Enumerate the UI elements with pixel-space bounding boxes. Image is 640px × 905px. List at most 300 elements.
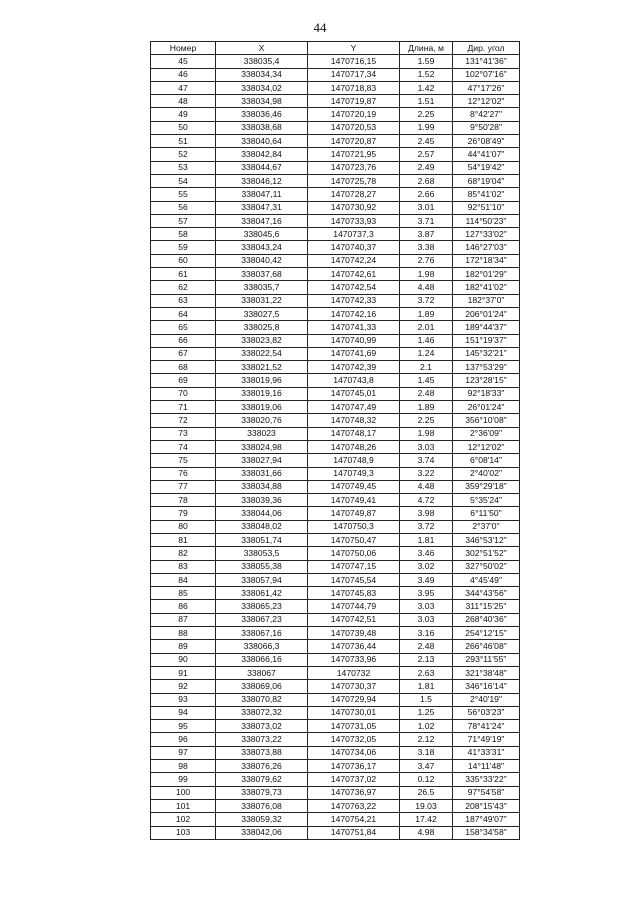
point-number-cell: 75 [151, 454, 216, 467]
point-number-cell: 46 [151, 68, 216, 81]
point-number-cell: 98 [151, 760, 216, 773]
y-coordinate-cell: 1470716,15 [308, 55, 400, 68]
y-coordinate-cell: 1470732 [308, 666, 400, 679]
x-coordinate-cell: 338045,6 [216, 228, 308, 241]
x-coordinate-cell: 338066,16 [216, 653, 308, 666]
x-coordinate-cell: 338053,5 [216, 547, 308, 560]
y-coordinate-cell: 1470750,3 [308, 520, 400, 533]
x-coordinate-cell: 338061,42 [216, 587, 308, 600]
direction-angle-cell: 2°36'09" [453, 427, 520, 440]
length-cell: 1.89 [400, 401, 453, 414]
y-coordinate-cell: 1470717,34 [308, 68, 400, 81]
length-cell: 2.13 [400, 653, 453, 666]
table-row [151, 533, 520, 546]
column-header-number: Номер [151, 42, 216, 55]
x-coordinate-cell: 338044,67 [216, 161, 308, 174]
y-coordinate-cell: 1470720,87 [308, 135, 400, 148]
y-coordinate-cell: 1470749,3 [308, 467, 400, 480]
direction-angle-cell: 346°16'14" [453, 680, 520, 693]
length-cell: 2.01 [400, 321, 453, 334]
table-row [151, 121, 520, 134]
direction-angle-cell: 12°12'02" [453, 440, 520, 453]
point-number-cell: 77 [151, 480, 216, 493]
direction-angle-cell: 4°45'49" [453, 573, 520, 586]
length-cell: 4.48 [400, 480, 453, 493]
table-row [151, 334, 520, 347]
table-row [151, 520, 520, 533]
table-row [151, 268, 520, 281]
table-row [151, 95, 520, 108]
table-row [151, 440, 520, 453]
length-cell: 17.42 [400, 813, 453, 826]
x-coordinate-cell: 338042,06 [216, 826, 308, 839]
table-row [151, 813, 520, 826]
length-cell: 2.48 [400, 640, 453, 653]
direction-angle-cell: 344°43'56" [453, 587, 520, 600]
table-row [151, 135, 520, 148]
point-number-cell: 85 [151, 587, 216, 600]
point-number-cell: 73 [151, 427, 216, 440]
x-coordinate-cell: 338020,76 [216, 414, 308, 427]
point-number-cell: 95 [151, 720, 216, 733]
point-number-cell: 102 [151, 813, 216, 826]
length-cell: 1.46 [400, 334, 453, 347]
point-number-cell: 57 [151, 214, 216, 227]
length-cell: 3.22 [400, 467, 453, 480]
direction-angle-cell: 146°27'03" [453, 241, 520, 254]
length-cell: 3.02 [400, 560, 453, 573]
length-cell: 3.72 [400, 294, 453, 307]
y-coordinate-cell: 1470747,49 [308, 401, 400, 414]
point-number-cell: 48 [151, 95, 216, 108]
y-coordinate-cell: 1470732,05 [308, 733, 400, 746]
length-cell: 4.72 [400, 494, 453, 507]
length-cell: 1.42 [400, 81, 453, 94]
direction-angle-cell: 6°11'50" [453, 507, 520, 520]
column-header-length: Длина, м [400, 42, 453, 55]
y-coordinate-cell: 1470733,96 [308, 653, 400, 666]
x-coordinate-cell: 338031,66 [216, 467, 308, 480]
direction-angle-cell: 206°01'24" [453, 307, 520, 320]
x-coordinate-cell: 338037,68 [216, 268, 308, 281]
length-cell: 3.38 [400, 241, 453, 254]
point-number-cell: 87 [151, 613, 216, 626]
table-row [151, 307, 520, 320]
length-cell: 2.48 [400, 387, 453, 400]
point-number-cell: 91 [151, 666, 216, 679]
length-cell: 2.49 [400, 161, 453, 174]
length-cell: 3.71 [400, 214, 453, 227]
length-cell: 1.81 [400, 680, 453, 693]
direction-angle-cell: 208°15'43" [453, 799, 520, 812]
table-row [151, 799, 520, 812]
length-cell: 4.98 [400, 826, 453, 839]
direction-angle-cell: 254°12'15" [453, 627, 520, 640]
length-cell: 3.03 [400, 600, 453, 613]
point-number-cell: 89 [151, 640, 216, 653]
direction-angle-cell: 102°07'16" [453, 68, 520, 81]
y-coordinate-cell: 1470747,15 [308, 560, 400, 573]
column-header-y: Y [308, 42, 400, 55]
length-cell: 3.49 [400, 573, 453, 586]
y-coordinate-cell: 1470728,27 [308, 188, 400, 201]
y-coordinate-cell: 1470737,02 [308, 773, 400, 786]
point-number-cell: 93 [151, 693, 216, 706]
y-coordinate-cell: 1470737,3 [308, 228, 400, 241]
length-cell: 2.63 [400, 666, 453, 679]
y-coordinate-cell: 1470750,47 [308, 533, 400, 546]
length-cell: 2.25 [400, 108, 453, 121]
y-coordinate-cell: 1470741,33 [308, 321, 400, 334]
direction-angle-cell: 346°53'12" [453, 533, 520, 546]
point-number-cell: 84 [151, 573, 216, 586]
direction-angle-cell: 92°51'10" [453, 201, 520, 214]
table-row [151, 680, 520, 693]
x-coordinate-cell: 338034,98 [216, 95, 308, 108]
direction-angle-cell: 158°34'58" [453, 826, 520, 839]
direction-angle-cell: 189°44'37" [453, 321, 520, 334]
x-coordinate-cell: 338076,08 [216, 799, 308, 812]
table-row [151, 786, 520, 799]
table-row [151, 214, 520, 227]
table-row [151, 746, 520, 759]
point-number-cell: 96 [151, 733, 216, 746]
direction-angle-cell: 293°11'55" [453, 653, 520, 666]
direction-angle-cell: 151°19'37" [453, 334, 520, 347]
point-number-cell: 103 [151, 826, 216, 839]
y-coordinate-cell: 1470751,84 [308, 826, 400, 839]
x-coordinate-cell: 338057,94 [216, 573, 308, 586]
length-cell: 3.47 [400, 760, 453, 773]
x-coordinate-cell: 338070,82 [216, 693, 308, 706]
direction-angle-cell: 137°53'29" [453, 361, 520, 374]
direction-angle-cell: 311°15'25" [453, 600, 520, 613]
point-number-cell: 68 [151, 361, 216, 374]
length-cell: 2.25 [400, 414, 453, 427]
point-number-cell: 51 [151, 135, 216, 148]
x-coordinate-cell: 338066,3 [216, 640, 308, 653]
point-number-cell: 53 [151, 161, 216, 174]
table-row [151, 494, 520, 507]
point-number-cell: 80 [151, 520, 216, 533]
direction-angle-cell: 6°08'14" [453, 454, 520, 467]
x-coordinate-cell: 338027,5 [216, 307, 308, 320]
point-number-cell: 72 [151, 414, 216, 427]
x-coordinate-cell: 338021,52 [216, 361, 308, 374]
x-coordinate-cell: 338039,36 [216, 494, 308, 507]
x-coordinate-cell: 338031,22 [216, 294, 308, 307]
table-row [151, 600, 520, 613]
x-coordinate-cell: 338067,23 [216, 613, 308, 626]
y-coordinate-cell: 1470730,92 [308, 201, 400, 214]
y-coordinate-cell: 1470719,87 [308, 95, 400, 108]
length-cell: 3.46 [400, 547, 453, 560]
y-coordinate-cell: 1470748,32 [308, 414, 400, 427]
column-header-direction-angle: Дир. угол [453, 42, 520, 55]
table-row [151, 693, 520, 706]
column-header-x: X [216, 42, 308, 55]
y-coordinate-cell: 1470734,06 [308, 746, 400, 759]
y-coordinate-cell: 1470750,06 [308, 547, 400, 560]
table-row [151, 401, 520, 414]
length-cell: 0.12 [400, 773, 453, 786]
y-coordinate-cell: 1470748,17 [308, 427, 400, 440]
point-number-cell: 94 [151, 706, 216, 719]
y-coordinate-cell: 1470729,94 [308, 693, 400, 706]
y-coordinate-cell: 1470741,69 [308, 347, 400, 360]
x-coordinate-cell: 338059,32 [216, 813, 308, 826]
point-number-cell: 81 [151, 533, 216, 546]
x-coordinate-cell: 338038,68 [216, 121, 308, 134]
point-number-cell: 92 [151, 680, 216, 693]
point-number-cell: 83 [151, 560, 216, 573]
table-row [151, 347, 520, 360]
table-row [151, 174, 520, 187]
table-row [151, 560, 520, 573]
table-body [151, 55, 520, 840]
length-cell: 1.51 [400, 95, 453, 108]
coordinates-table [150, 41, 520, 840]
x-coordinate-cell: 338073,88 [216, 746, 308, 759]
x-coordinate-cell: 338046,12 [216, 174, 308, 187]
direction-angle-cell: 356°10'08" [453, 414, 520, 427]
point-number-cell: 100 [151, 786, 216, 799]
point-number-cell: 54 [151, 174, 216, 187]
x-coordinate-cell: 338069,06 [216, 680, 308, 693]
length-cell: 1.81 [400, 533, 453, 546]
x-coordinate-cell: 338022,54 [216, 347, 308, 360]
table-row [151, 480, 520, 493]
table-row [151, 666, 520, 679]
length-cell: 1.89 [400, 307, 453, 320]
point-number-cell: 47 [151, 81, 216, 94]
point-number-cell: 65 [151, 321, 216, 334]
table-row [151, 653, 520, 666]
table-row [151, 773, 520, 786]
length-cell: 3.72 [400, 520, 453, 533]
table-row [151, 201, 520, 214]
point-number-cell: 56 [151, 201, 216, 214]
point-number-cell: 97 [151, 746, 216, 759]
table-row [151, 640, 520, 653]
x-coordinate-cell: 338042,84 [216, 148, 308, 161]
direction-angle-cell: 2°37'0" [453, 520, 520, 533]
length-cell: 19.03 [400, 799, 453, 812]
table-row [151, 254, 520, 267]
y-coordinate-cell: 1470745,83 [308, 587, 400, 600]
point-number-cell: 78 [151, 494, 216, 507]
table-row [151, 294, 520, 307]
direction-angle-cell: 187°49'07" [453, 813, 520, 826]
y-coordinate-cell: 1470742,54 [308, 281, 400, 294]
direction-angle-cell: 2°40'19" [453, 693, 520, 706]
x-coordinate-cell: 338043,24 [216, 241, 308, 254]
x-coordinate-cell: 338034,34 [216, 68, 308, 81]
y-coordinate-cell: 1470743,8 [308, 374, 400, 387]
point-number-cell: 82 [151, 547, 216, 560]
y-coordinate-cell: 1470730,01 [308, 706, 400, 719]
y-coordinate-cell: 1470745,01 [308, 387, 400, 400]
length-cell: 1.24 [400, 347, 453, 360]
direction-angle-cell: 54°19'42" [453, 161, 520, 174]
x-coordinate-cell: 338044,06 [216, 507, 308, 520]
y-coordinate-cell: 1470742,51 [308, 613, 400, 626]
table-row [151, 414, 520, 427]
point-number-cell: 67 [151, 347, 216, 360]
point-number-cell: 74 [151, 440, 216, 453]
table-row [151, 826, 520, 839]
direction-angle-cell: 127°33'02" [453, 228, 520, 241]
point-number-cell: 63 [151, 294, 216, 307]
table-row [151, 706, 520, 719]
direction-angle-cell: 321°38'48" [453, 666, 520, 679]
length-cell: 2.57 [400, 148, 453, 161]
length-cell: 3.98 [400, 507, 453, 520]
y-coordinate-cell: 1470748,9 [308, 454, 400, 467]
length-cell: 2.12 [400, 733, 453, 746]
table-row [151, 374, 520, 387]
y-coordinate-cell: 1470740,99 [308, 334, 400, 347]
y-coordinate-cell: 1470742,24 [308, 254, 400, 267]
point-number-cell: 58 [151, 228, 216, 241]
table-row [151, 547, 520, 560]
direction-angle-cell: 327°50'02" [453, 560, 520, 573]
direction-angle-cell: 44°41'07" [453, 148, 520, 161]
table-row [151, 387, 520, 400]
direction-angle-cell: 41°33'31" [453, 746, 520, 759]
length-cell: 1.98 [400, 268, 453, 281]
y-coordinate-cell: 1470736,44 [308, 640, 400, 653]
length-cell: 1.52 [400, 68, 453, 81]
x-coordinate-cell: 338019,16 [216, 387, 308, 400]
table-header-row [151, 42, 520, 55]
x-coordinate-cell: 338055,38 [216, 560, 308, 573]
direction-angle-cell: 182°37'0" [453, 294, 520, 307]
length-cell: 4.48 [400, 281, 453, 294]
y-coordinate-cell: 1470736,97 [308, 786, 400, 799]
direction-angle-cell: 85°41'02" [453, 188, 520, 201]
table-row [151, 733, 520, 746]
x-coordinate-cell: 338047,11 [216, 188, 308, 201]
point-number-cell: 52 [151, 148, 216, 161]
point-number-cell: 76 [151, 467, 216, 480]
direction-angle-cell: 26°08'49" [453, 135, 520, 148]
x-coordinate-cell: 338023 [216, 427, 308, 440]
direction-angle-cell: 123°28'15" [453, 374, 520, 387]
direction-angle-cell: 92°18'33" [453, 387, 520, 400]
x-coordinate-cell: 338072,32 [216, 706, 308, 719]
x-coordinate-cell: 338024,98 [216, 440, 308, 453]
direction-angle-cell: 12°12'02" [453, 95, 520, 108]
direction-angle-cell: 145°32'21" [453, 347, 520, 360]
y-coordinate-cell: 1470720,19 [308, 108, 400, 121]
point-number-cell: 88 [151, 627, 216, 640]
y-coordinate-cell: 1470731,05 [308, 720, 400, 733]
x-coordinate-cell: 338035,4 [216, 55, 308, 68]
x-coordinate-cell: 338040,64 [216, 135, 308, 148]
direction-angle-cell: 268°40'36" [453, 613, 520, 626]
length-cell: 3.03 [400, 440, 453, 453]
length-cell: 3.87 [400, 228, 453, 241]
table-row [151, 81, 520, 94]
direction-angle-cell: 68°19'04" [453, 174, 520, 187]
x-coordinate-cell: 338051,74 [216, 533, 308, 546]
table-row [151, 760, 520, 773]
direction-angle-cell: 2°40'02" [453, 467, 520, 480]
length-cell: 3.01 [400, 201, 453, 214]
length-cell: 1.02 [400, 720, 453, 733]
table-row [151, 321, 520, 334]
y-coordinate-cell: 1470749,45 [308, 480, 400, 493]
direction-angle-cell: 26°01'24" [453, 401, 520, 414]
x-coordinate-cell: 338025,8 [216, 321, 308, 334]
point-number-cell: 90 [151, 653, 216, 666]
length-cell: 1.99 [400, 121, 453, 134]
table-row [151, 587, 520, 600]
x-coordinate-cell: 338036,46 [216, 108, 308, 121]
table-row [151, 68, 520, 81]
point-number-cell: 66 [151, 334, 216, 347]
x-coordinate-cell: 338027,94 [216, 454, 308, 467]
point-number-cell: 71 [151, 401, 216, 414]
y-coordinate-cell: 1470745,54 [308, 573, 400, 586]
y-coordinate-cell: 1470742,39 [308, 361, 400, 374]
x-coordinate-cell: 338076,26 [216, 760, 308, 773]
length-cell: 26.5 [400, 786, 453, 799]
direction-angle-cell: 131°41'36" [453, 55, 520, 68]
direction-angle-cell: 14°11'48" [453, 760, 520, 773]
y-coordinate-cell: 1470749,41 [308, 494, 400, 507]
y-coordinate-cell: 1470723,76 [308, 161, 400, 174]
point-number-cell: 99 [151, 773, 216, 786]
y-coordinate-cell: 1470740,37 [308, 241, 400, 254]
table-row [151, 573, 520, 586]
y-coordinate-cell: 1470748,26 [308, 440, 400, 453]
y-coordinate-cell: 1470725,78 [308, 174, 400, 187]
y-coordinate-cell: 1470739,48 [308, 627, 400, 640]
table-row [151, 613, 520, 626]
length-cell: 2.45 [400, 135, 453, 148]
x-coordinate-cell: 338073,22 [216, 733, 308, 746]
direction-angle-cell: 97°54'58" [453, 786, 520, 799]
x-coordinate-cell: 338079,62 [216, 773, 308, 786]
y-coordinate-cell: 1470730,37 [308, 680, 400, 693]
table-row [151, 108, 520, 121]
x-coordinate-cell: 338023,82 [216, 334, 308, 347]
y-coordinate-cell: 1470733,93 [308, 214, 400, 227]
table-row [151, 228, 520, 241]
x-coordinate-cell: 338040,42 [216, 254, 308, 267]
x-coordinate-cell: 338034,02 [216, 81, 308, 94]
direction-angle-cell: 172°18'34" [453, 254, 520, 267]
direction-angle-cell: 182°41'02" [453, 281, 520, 294]
direction-angle-cell: 302°51'52" [453, 547, 520, 560]
x-coordinate-cell: 338067 [216, 666, 308, 679]
point-number-cell: 69 [151, 374, 216, 387]
length-cell: 1.25 [400, 706, 453, 719]
y-coordinate-cell: 1470718,83 [308, 81, 400, 94]
x-coordinate-cell: 338019,06 [216, 401, 308, 414]
direction-angle-cell: 9°50'28" [453, 121, 520, 134]
point-number-cell: 60 [151, 254, 216, 267]
direction-angle-cell: 266°46'08" [453, 640, 520, 653]
direction-angle-cell: 47°17'26" [453, 81, 520, 94]
y-coordinate-cell: 1470744,79 [308, 600, 400, 613]
length-cell: 1.98 [400, 427, 453, 440]
length-cell: 3.95 [400, 587, 453, 600]
direction-angle-cell: 182°01'29" [453, 268, 520, 281]
length-cell: 3.74 [400, 454, 453, 467]
